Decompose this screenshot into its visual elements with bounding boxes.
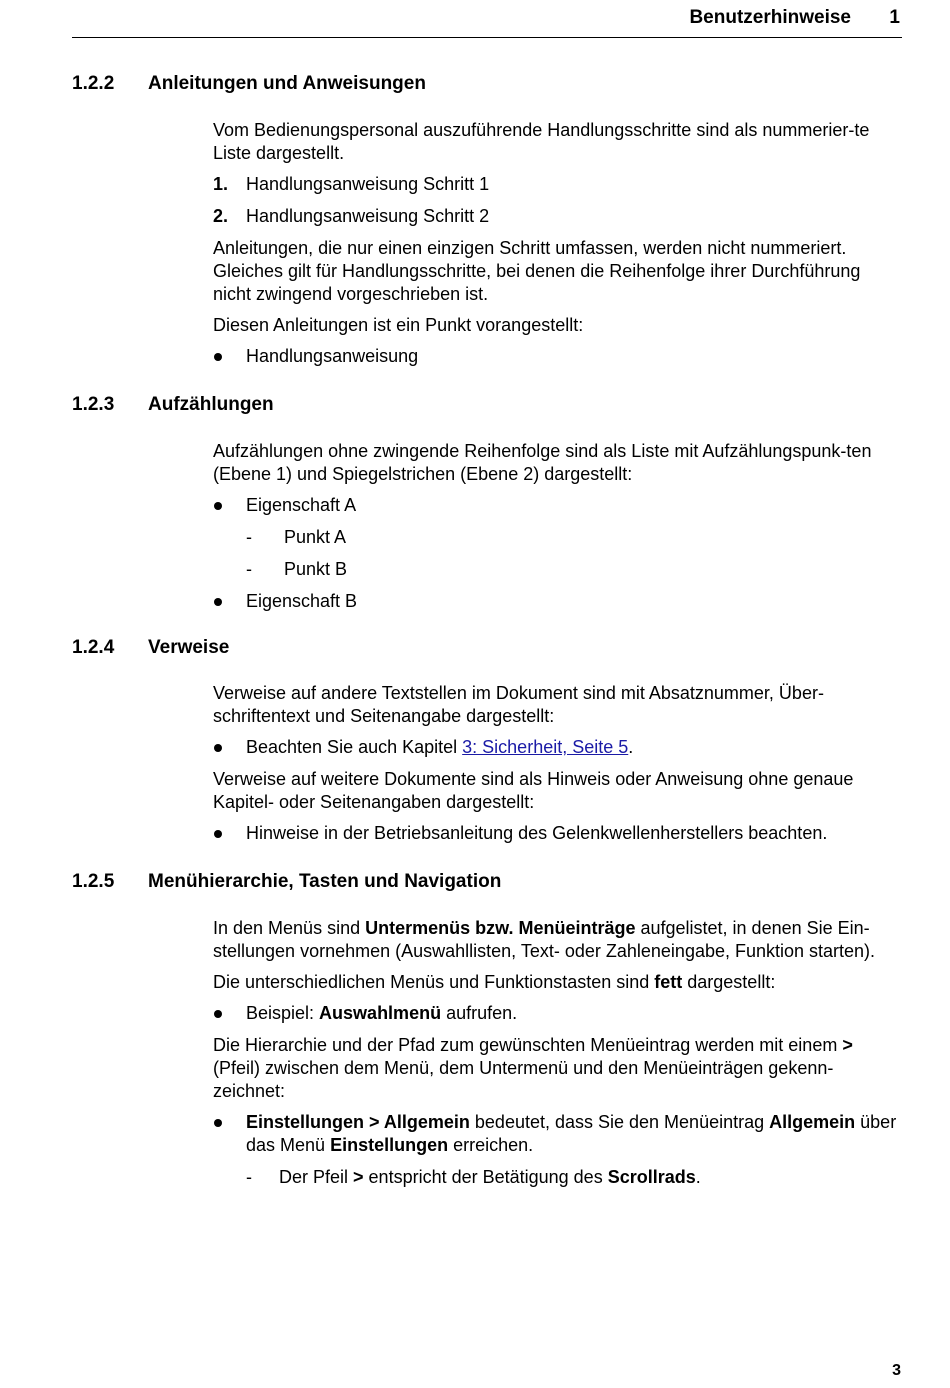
cross-reference-link[interactable]: 3: Sicherheit, Seite 5: [462, 737, 629, 757]
bullet-text: Hinweise in der Betriebsanleitung des Gelenkwellenherstellers beachten.: [246, 823, 828, 843]
bullet-item: [213, 494, 903, 517]
paragraph: [213, 971, 903, 994]
paragraph: [213, 917, 903, 963]
bullet-item: [213, 590, 903, 613]
bold-term: >: [353, 1167, 364, 1187]
bold-term: Allgemein: [769, 1112, 856, 1132]
section-title: Verweise: [148, 637, 230, 658]
bullet-item: [213, 1111, 903, 1157]
section-number: 1.2.2: [72, 73, 115, 94]
text: erreichen.: [448, 1135, 534, 1155]
text: Die Hierarchie und der Pfad zum gewünschten Menüeintrag werden mit einem: [213, 1035, 843, 1055]
bold-term: Untermenüs bzw. Menüeinträge: [365, 918, 636, 938]
bold-term: Auswahlmenü: [319, 1003, 442, 1023]
bold-term: Einstellungen: [330, 1135, 449, 1155]
text: Der Pfeil: [279, 1167, 354, 1187]
section-heading-1-2-4: [72, 637, 229, 659]
section-body-1-2-4: [213, 682, 903, 854]
section-number: 1.2.4: [72, 637, 115, 658]
bold-term: Einstellungen: [246, 1112, 365, 1132]
text: über das Menü: [246, 1112, 897, 1155]
bold-term: Scrollrads: [607, 1167, 696, 1187]
text: (Pfeil) zwischen dem Menü, dem Untermenü und den Menüeinträgen gekenn-zeichnet:: [213, 1058, 834, 1101]
section-number: 1.2.5: [72, 871, 115, 892]
section-body-1-2-3: [213, 440, 903, 622]
bullet-text: Eigenschaft A: [246, 495, 357, 515]
step-text: Handlungsanweisung Schritt 1: [246, 174, 490, 194]
bold-term: >: [842, 1035, 853, 1055]
text: bedeutet, dass Sie den Menüeintrag: [469, 1112, 770, 1132]
paragraph: Vom Bedienungspersonal auszuführende Handlungsschritte sind als nummerier-te Liste dargestellt.: [213, 120, 870, 163]
dash-marker: -: [246, 559, 252, 579]
dash-marker: -: [246, 527, 252, 547]
running-header-chapter: 1: [889, 7, 900, 28]
sub-item-text: Punkt B: [284, 559, 348, 579]
section-heading-1-2-5: [72, 871, 501, 893]
bullet-item: [213, 822, 903, 845]
paragraph: Verweise auf andere Textstellen im Dokument sind mit Absatznummer, Über-schriftentext und Seitenangabe dargestellt:: [213, 683, 824, 726]
paragraph: Diesen Anleitungen ist ein Punkt vorangestellt:: [213, 315, 584, 335]
bullet-dot-icon: [214, 353, 222, 361]
numbered-step: [213, 173, 903, 196]
sub-item-text: Punkt A: [284, 527, 347, 547]
bullet-dot-icon: [214, 598, 222, 606]
bullet-item: [213, 1002, 903, 1025]
bullet-dot-icon: [214, 744, 222, 752]
bullet-dot-icon: [214, 1010, 222, 1018]
paragraph: Anleitungen, die nur einen einzigen Schritt umfassen, werden nicht nummeriert. Gleiches gilt für Handlungsschritte, bei denen die Reihenfolge ihrer Durchführung nicht zwingend vorgeschrieben ist.: [213, 238, 861, 304]
section-body-1-2-5: [213, 917, 903, 1198]
text: Beispiel:: [246, 1003, 320, 1023]
text: dargestellt:: [682, 972, 776, 992]
text: In den Menüs sind: [213, 918, 366, 938]
sub-item: [213, 526, 903, 549]
paragraph: [213, 1034, 903, 1103]
sub-item: [213, 558, 903, 581]
bullet-text: Beachten Sie auch Kapitel: [246, 737, 463, 757]
section-body-1-2-2: [213, 119, 903, 377]
bullet-dot-icon: [214, 830, 222, 838]
bold-term: Allgemein: [383, 1112, 470, 1132]
text: Die unterschiedlichen Menüs und Funktionstasten sind: [213, 972, 655, 992]
text: aufrufen.: [441, 1003, 518, 1023]
bullet-text-suffix: .: [628, 737, 634, 757]
bullet-text: Handlungsanweisung: [246, 346, 419, 366]
bullet-dot-icon: [214, 502, 222, 510]
bullet-dot-icon: [214, 1119, 222, 1127]
text: entspricht der Betätigung des: [363, 1167, 608, 1187]
running-header-title: Benutzerhinweise: [689, 7, 851, 28]
section-title: Menühierarchie, Tasten und Navigation: [148, 871, 502, 892]
numbered-step: [213, 205, 903, 228]
section-title: Anleitungen und Anweisungen: [148, 73, 426, 94]
section-number: 1.2.3: [72, 394, 115, 415]
section-title: Aufzählungen: [148, 394, 274, 415]
bold-term: >: [364, 1112, 384, 1132]
step-number: 1.: [213, 174, 229, 194]
text: .: [695, 1167, 701, 1187]
bullet-item: [213, 736, 903, 759]
text: aufgelistet, in denen Sie Ein-stellungen vornehmen (Auswahllisten, Text- oder Zahleneingabe, Funktion starten).: [213, 918, 876, 961]
header-divider: [72, 37, 902, 38]
section-heading-1-2-3: [72, 394, 274, 416]
bullet-text: Eigenschaft B: [246, 591, 358, 611]
page-number: 3: [892, 1362, 901, 1379]
step-number: 2.: [213, 206, 229, 226]
dash-marker: -: [246, 1167, 252, 1187]
section-heading-1-2-2: [72, 73, 426, 95]
bold-term: fett: [654, 972, 683, 992]
paragraph: Aufzählungen ohne zwingende Reihenfolge sind als Liste mit Aufzählungspunk-ten (Ebene 1) und Spiegelstrichen (Ebene 2) dargestellt:: [213, 441, 872, 484]
sub-item: [213, 1166, 903, 1189]
paragraph: Verweise auf weitere Dokumente sind als Hinweis oder Anweisung ohne genaue Kapitel- oder Seitenangaben dargestellt:: [213, 769, 854, 812]
bullet-item: [213, 345, 903, 368]
step-text: Handlungsanweisung Schritt 2: [246, 206, 490, 226]
